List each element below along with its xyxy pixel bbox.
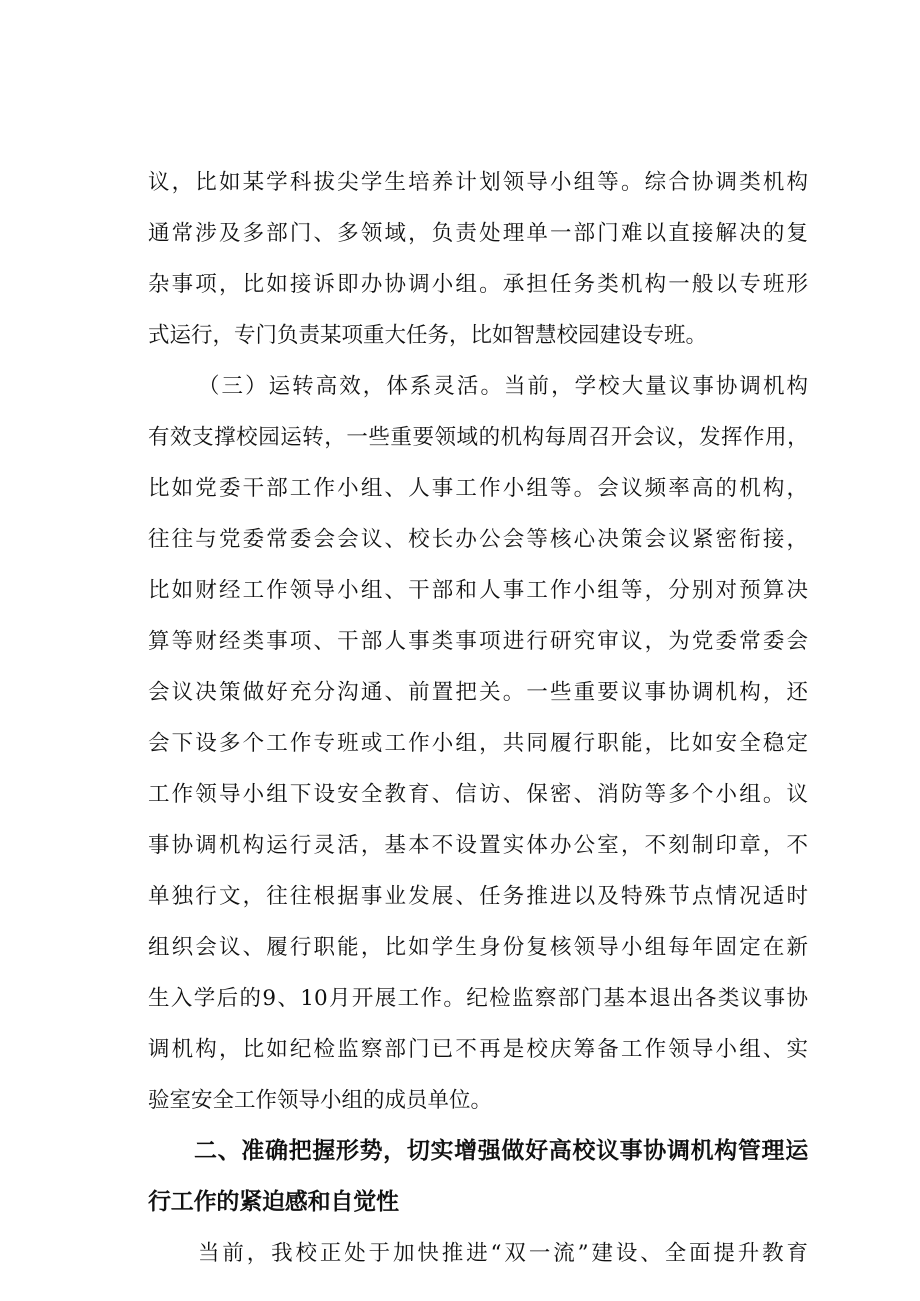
text-line: 验室安全工作领导小组的成员单位。	[148, 1088, 493, 1113]
text-line: 工作领导小组下设安全教育、信访、保密、消防等多个小组。议	[148, 782, 808, 807]
section-heading	[148, 1126, 808, 1228]
text-line: 比如党委干部工作小组、人事工作小组等。会议频率高的机构，	[148, 476, 808, 501]
text-line: 杂事项，比如接诉即办协调小组。承担任务类机构一般以专班形	[148, 272, 808, 297]
paragraph	[148, 1228, 808, 1279]
text-line: 调机构，比如纪检监察部门已不再是校庆筹备工作领导小组、实	[148, 1037, 808, 1062]
text-line: 式运行，专门负责某项重大任务，比如智慧校园建设专班。	[148, 323, 708, 348]
document-body	[148, 157, 808, 1279]
text-line: 议，比如某学科拔尖学生培养计划领导小组等。综合协调类机构	[148, 170, 808, 195]
text-line: 事协调机构运行灵活，基本不设置实体办公室，不刻制印章，不	[148, 833, 808, 858]
text-line: 算等财经类事项、干部人事类事项进行研究审议，为党委常委会	[148, 629, 808, 654]
text-line: 往往与党委常委会会议、校长办公会等核心决策会议紧密衔接，	[148, 527, 808, 552]
subsection-heading-line: （三）运转高效，体系灵活。当前，学校大量议事协调机构	[198, 374, 808, 399]
text-line: 单独行文，往往根据事业发展、任务推进以及特殊节点情况适时	[148, 884, 808, 909]
heading-line: 二、准确把握形势，切实增强做好高校议事协调机构管理运	[194, 1138, 808, 1164]
paragraph	[148, 361, 808, 1126]
text-line: 当前，我校正处于加快推进“双一流”建设、全面提升教育	[198, 1241, 808, 1266]
text-line: 会下设多个工作专班或工作小组，共同履行职能，比如安全稳定	[148, 731, 808, 756]
text-line: 会议决策做好充分沟通、前置把关。一些重要议事协调机构，还	[148, 680, 808, 705]
text-line: 通常涉及多部门、多领域，负责处理单一部门难以直接解决的复	[148, 221, 808, 246]
text-line: 比如财经工作领导小组、干部和人事工作小组等，分别对预算决	[148, 578, 808, 603]
text-line: 有效支撑校园运转，一些重要领域的机构每周召开会议，发挥作用，	[148, 425, 808, 450]
text-line: 生入学后的9、10月开展工作。纪检监察部门基本退出各类议事协	[148, 986, 808, 1011]
heading-line: 行工作的紧迫感和自觉性	[148, 1189, 399, 1215]
paragraph	[148, 157, 808, 361]
text-line: 组织会议、履行职能，比如学生身份复核领导小组每年固定在新	[148, 935, 808, 960]
